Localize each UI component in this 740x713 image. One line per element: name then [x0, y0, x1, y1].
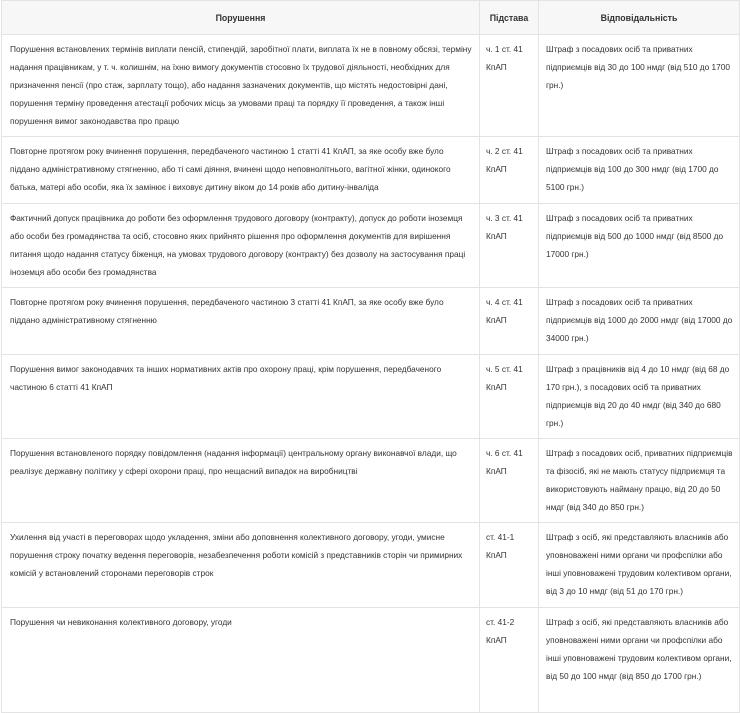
violation-cell: Повторне протягом року вчинення порушення, передбаченого частиною 1 статті 41 КпАП, за яке особу вже було піддано адміністративному стягненню, або ті самі діяння, вчинені щодо неповнолітнього, вагітної жінки, одинокого батька, матері або особи, яка їх замінює і виховує дитину віком до 14 років або дитину-інваліда	[2, 137, 480, 204]
violation-cell: Порушення чи невиконання колективного договору, угоди	[2, 608, 480, 713]
basis-cell: ч. 5 ст. 41 КпАП	[480, 355, 539, 439]
violation-cell: Фактичний допуск працівника до роботи без оформлення трудового договору (контракту), допуск до роботи іноземця або особи без громадянства та осіб, стосовно яких прийнято рішення про оформлення документів для вирішення питання щодо надання статусу біженця, на умовах трудового договору (контракту) без дозволу на застосування праці іноземця або особи без громадянства	[2, 204, 480, 288]
violation-cell: Ухилення від участі в переговорах щодо укладення, зміни або доповнення колективного договору, угоди, умисне порушення строку початку ведення переговорів, незабезпечення роботи комісій з представників сторін чи примирних комісій у встановлений сторонами переговорів строк	[2, 523, 480, 608]
violation-cell: Порушення встановлених термінів виплати пенсій, стипендій, заробітної плати, виплата їх не в повному обсязі, терміну надання працівникам, у т. ч. колишнім, на їхню вимогу документів стосовно їх трудової діяльності, необхідних для призначення пенсії (про стаж, зарплату тощо), або надання зазначених документів, що містять недостовірні дані, порушення терміну проведення атестації робочих місць за умовами праці та порядку її проведення, а також інші порушення вимог законодавства про працю	[2, 35, 480, 137]
table-row	[2, 439, 740, 523]
liability-cell: Штраф з осіб, які представляють власників або уповноважені ними органи чи профспілки або інші уповноважені трудовим колективом органи, від 50 до 100 нмдг (від 850 до 1700 грн.)	[539, 608, 740, 713]
table-row	[2, 35, 740, 137]
basis-cell: ч. 1 ст. 41 КпАП	[480, 35, 539, 137]
violation-cell: Повторне протягом року вчинення порушення, передбаченого частиною 3 статті 41 КпАП, за яке особу вже було піддано адміністративному стягненню	[2, 288, 480, 355]
liability-cell: Штраф з посадових осіб та приватних підприємців від 100 до 300 нмдг (від 1700 до 5100 грн.)	[539, 137, 740, 204]
table-row	[2, 288, 740, 355]
liability-cell: Штраф з посадових осіб, приватних підприємців та фізосіб, які не мають статусу підприємця та використовують найману працю, від 20 до 50 нмдг (від 340 до 850 грн.)	[539, 439, 740, 523]
basis-cell: ч. 3 ст. 41 КпАП	[480, 204, 539, 288]
table-row	[2, 523, 740, 608]
liability-table	[1, 0, 740, 713]
table-row	[2, 137, 740, 204]
header-violation: Порушення	[2, 1, 480, 35]
liability-cell: Штраф з посадових осіб та приватних підприємців від 1000 до 2000 нмдг (від 17000 до 34000 грн.)	[539, 288, 740, 355]
basis-cell: ст. 41-1 КпАП	[480, 523, 539, 608]
header-liability: Відповідальність	[539, 1, 740, 35]
table-row	[2, 608, 740, 713]
basis-cell: ст. 41-2 КпАП	[480, 608, 539, 713]
table-header-row	[2, 1, 740, 35]
basis-cell: ч. 6 ст. 41 КпАП	[480, 439, 539, 523]
basis-cell: ч. 2 ст. 41 КпАП	[480, 137, 539, 204]
violation-cell: Порушення вимог законодавчих та інших нормативних актів про охорону праці, крім порушення, передбаченого частиною 6 статті 41 КпАП	[2, 355, 480, 439]
basis-cell: ч. 4 ст. 41 КпАП	[480, 288, 539, 355]
liability-cell: Штраф з посадових осіб та приватних підприємців від 30 до 100 нмдг (від 510 до 1700 грн.)	[539, 35, 740, 137]
header-basis: Підстава	[480, 1, 539, 35]
liability-cell: Штраф з посадових осіб та приватних підприємців від 500 до 1000 нмдг (від 8500 до 17000 грн.)	[539, 204, 740, 288]
liability-cell: Штраф з працівників від 4 до 10 нмдг (від 68 до 170 грн.), з посадових осіб та приватних підприємців від 20 до 40 нмдг (від 340 до 680 грн.)	[539, 355, 740, 439]
table-row	[2, 355, 740, 439]
violation-cell: Порушення встановленого порядку повідомлення (надання інформації) центральному органу виконавчої влади, що реалізує державну політику у сфері охорони праці, про нещасний випадок на виробництві	[2, 439, 480, 523]
table-row	[2, 204, 740, 288]
liability-cell: Штраф з осіб, які представляють власників або уповноважені ними органи чи профспілки або інші уповноважені трудовим колективом органи, від 3 до 10 нмдг (від 51 до 170 грн.)	[539, 523, 740, 608]
